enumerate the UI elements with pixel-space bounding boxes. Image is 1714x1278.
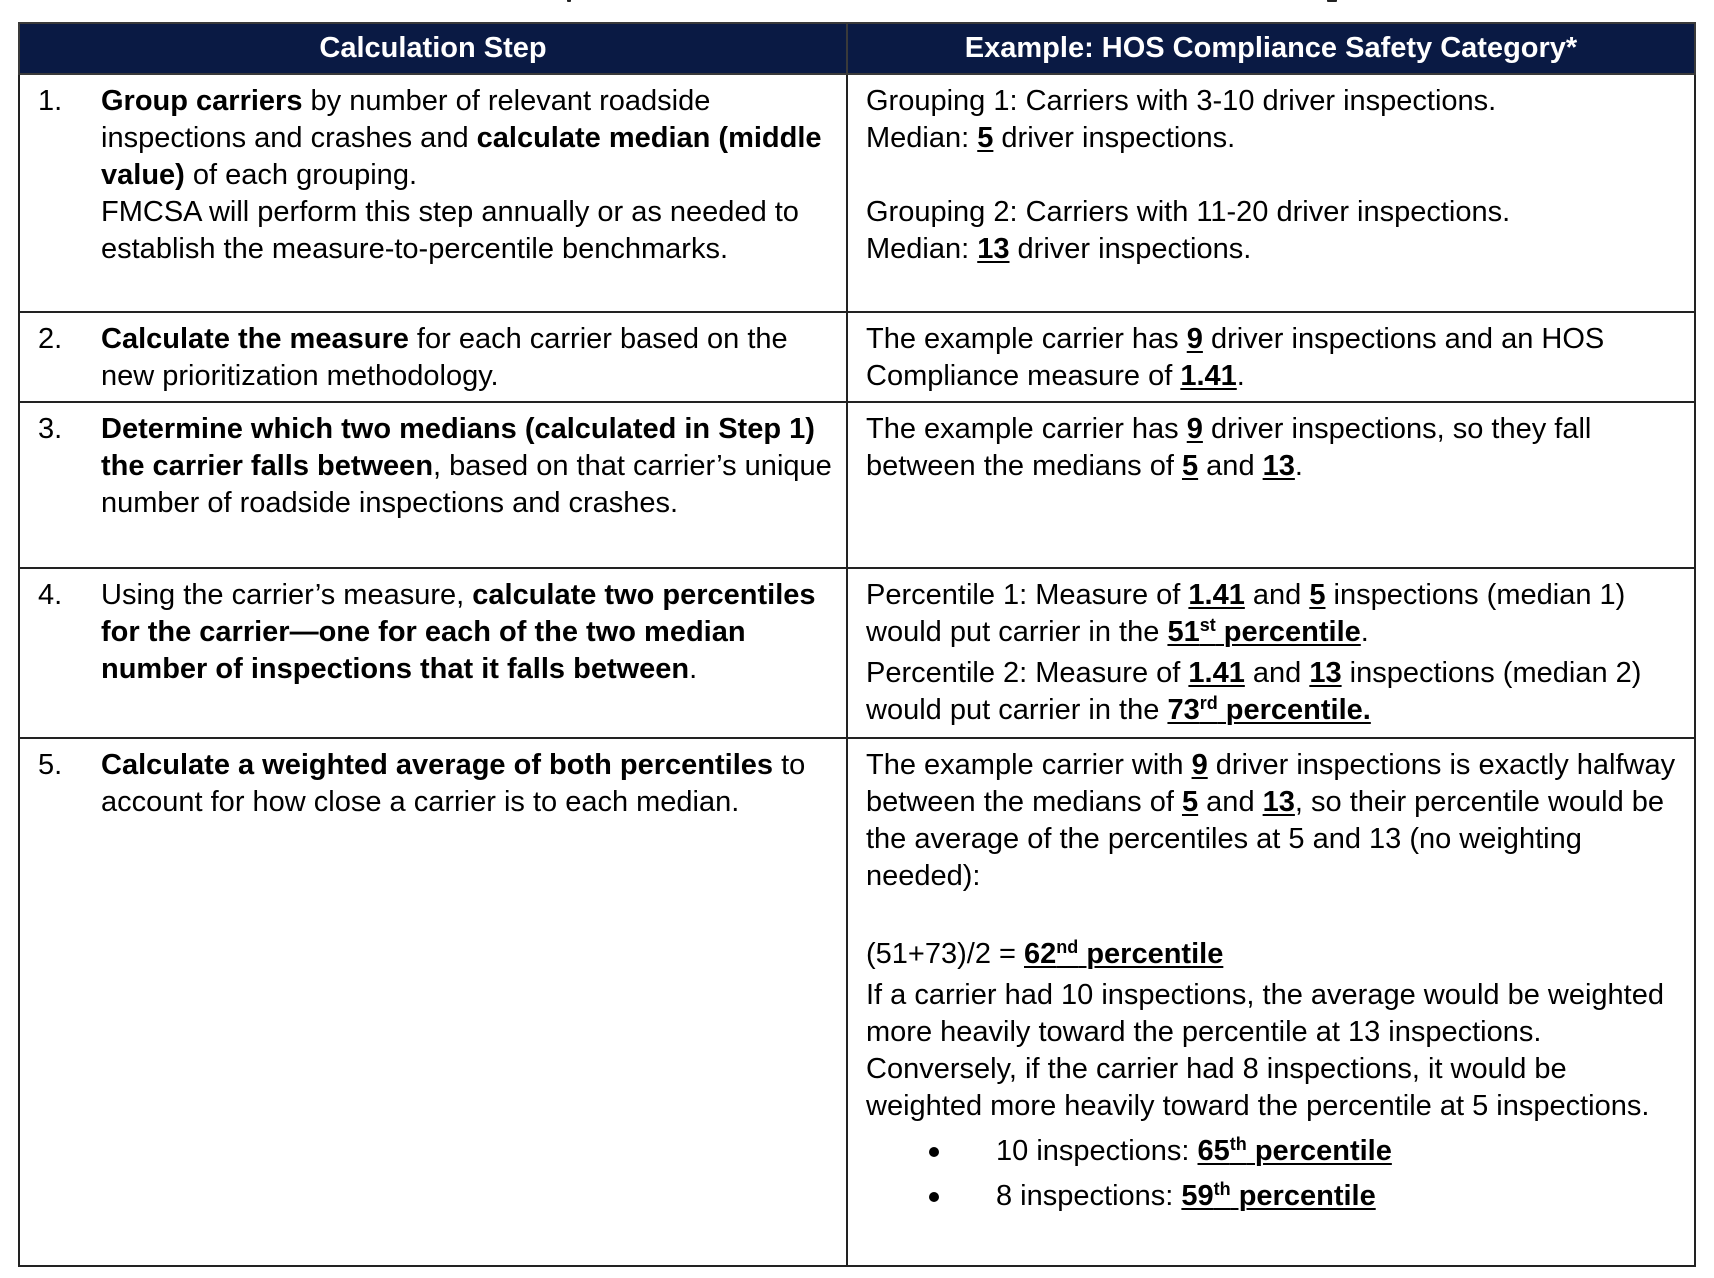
text: , based on that carrier’s unique number of roadside inspections and crashes. — [101, 450, 832, 519]
step-number: 1. — [38, 85, 63, 117]
text: The example carrier has — [866, 413, 1187, 445]
text: Percentile 2: Measure of — [866, 657, 1189, 689]
step-cell — [19, 402, 847, 568]
text: inspections (median 1) would put carrier in the — [866, 579, 1626, 648]
text: . — [689, 653, 698, 685]
step-cell — [19, 74, 847, 312]
median-1 — [866, 120, 1682, 157]
example-explanation — [866, 747, 1682, 895]
text: Median: — [866, 233, 978, 265]
median-value: 5 — [1309, 579, 1326, 611]
table-header-row — [19, 23, 1695, 74]
text: The example carrier with — [866, 749, 1192, 781]
header-example: Example: HOS Compliance Safety Category* — [847, 23, 1695, 74]
table-row — [19, 402, 1695, 568]
list-item — [866, 1129, 1682, 1174]
percentile-result: 73rd percentile. — [1167, 693, 1371, 726]
percentile-2 — [866, 655, 1682, 729]
text: of each grouping. — [184, 159, 417, 191]
percentile-result: 51st percentile — [1167, 615, 1361, 648]
measure-value: 1.41 — [1180, 360, 1237, 392]
measure-value: 1.41 — [1188, 579, 1245, 611]
text: and — [1244, 579, 1310, 611]
step-description — [101, 747, 832, 821]
header-calculation-step: Calculation Step — [19, 23, 847, 74]
text: 8 inspections: — [996, 1180, 1182, 1212]
percentile-1 — [866, 577, 1682, 651]
text: Using the carrier’s measure, — [101, 579, 473, 611]
text: The example carrier has — [866, 323, 1187, 355]
example-cell — [847, 402, 1695, 568]
step-description — [101, 577, 832, 688]
inspection-count: 9 — [1186, 323, 1203, 355]
bold-text: Determine which two medians (calculated in Step 1) the carrier falls between — [101, 413, 815, 482]
step-number: 4. — [38, 579, 63, 611]
step-description — [101, 83, 832, 268]
text: for each carrier based on the new prioritization methodology. — [101, 323, 788, 392]
text: driver inspections. — [993, 122, 1236, 154]
step-description — [101, 321, 832, 395]
bold-text: calculate median (middle value) — [101, 122, 822, 191]
example-cell — [847, 74, 1695, 312]
weighting-note: If a carrier had 10 inspections, the average would be weighted more heavily toward the percentile at 13 inspections. Conversely, if the carrier had 8 inspections, it would be weighted more heavily toward the percentile at 5 inspections. — [866, 979, 1664, 1122]
bold-text: Group carriers — [101, 85, 303, 117]
step-number: 5. — [38, 749, 63, 781]
calculation-steps-table — [18, 22, 1696, 1267]
text: . — [1360, 616, 1369, 648]
text: Median: — [866, 122, 978, 154]
median-value: 5 — [1181, 450, 1199, 482]
median-value: 13 — [1262, 450, 1295, 482]
text: 10 inspections: — [996, 1135, 1198, 1167]
table-row — [19, 74, 1695, 312]
grouping-1: Grouping 1: Carriers with 3-10 driver inspections. — [866, 85, 1497, 117]
measure-value: 1.41 — [1188, 657, 1245, 689]
example-cell — [847, 738, 1695, 1266]
grouping-2: Grouping 2: Carriers with 11-20 driver inspections. — [866, 196, 1511, 228]
percentile-result: 59th percentile — [1181, 1179, 1376, 1212]
table-row — [19, 312, 1695, 402]
text: driver inspections is exactly halfway between the medians of — [866, 749, 1676, 818]
bold-text: calculate two percentiles for the carrier—one for each of the two median number of inspections that it falls between — [101, 579, 816, 685]
median-value: 5 — [1181, 786, 1199, 818]
percentile-result: 62nd percentile — [1024, 937, 1224, 970]
median-value: 13 — [1309, 657, 1342, 689]
text: . — [1294, 450, 1303, 482]
example-cell — [847, 568, 1695, 738]
bullet-icon — [866, 1129, 996, 1174]
text: (51+73)/2 = — [866, 938, 1024, 970]
text: inspections (median 2) would put carrier in the — [866, 657, 1642, 726]
inspection-count: 9 — [1186, 413, 1203, 445]
step-cell — [19, 312, 847, 402]
text: . — [1236, 360, 1245, 392]
bold-text: Calculate the measure — [101, 323, 409, 355]
example-cell — [847, 312, 1695, 402]
text: Percentile 1: Measure of — [866, 579, 1189, 611]
text: driver inspections and an HOS Compliance measure of — [866, 323, 1605, 392]
median-value: 13 — [977, 233, 1010, 265]
median-value: 13 — [1262, 786, 1295, 818]
formula — [866, 936, 1682, 973]
list-item — [866, 1174, 1682, 1219]
bullet-list — [866, 1129, 1682, 1219]
text: to account for how close a carrier is to each median. — [101, 749, 806, 818]
step-cell — [19, 738, 847, 1266]
step-description — [101, 411, 832, 522]
median-value: 5 — [977, 122, 994, 154]
bold-text: Calculate a weighted average of both percentiles — [101, 749, 774, 781]
text: and — [1198, 450, 1263, 482]
text: , so their percentile would be the average of the percentiles at 5 and 13 (no weighting needed): — [866, 786, 1665, 892]
text: and — [1244, 657, 1310, 689]
step-number: 3. — [38, 413, 63, 445]
table-row — [19, 568, 1695, 738]
step-cell — [19, 568, 847, 738]
step-number: 2. — [38, 323, 63, 355]
text: by number of relevant roadside inspections and crashes and — [101, 85, 711, 154]
inspection-count: 9 — [1191, 749, 1208, 781]
step-note: FMCSA will perform this step annually or as needed to establish the measure-to-percentile benchmarks. — [101, 196, 799, 265]
text: driver inspections, so they fall between the medians of — [866, 413, 1592, 482]
bullet-icon — [866, 1174, 996, 1219]
text: driver inspections. — [1009, 233, 1252, 265]
percentile-result: 65th percentile — [1197, 1134, 1392, 1167]
table-row — [19, 738, 1695, 1266]
median-2 — [866, 231, 1682, 268]
cut-off-title — [0, 0, 1714, 4]
text: and — [1198, 786, 1263, 818]
